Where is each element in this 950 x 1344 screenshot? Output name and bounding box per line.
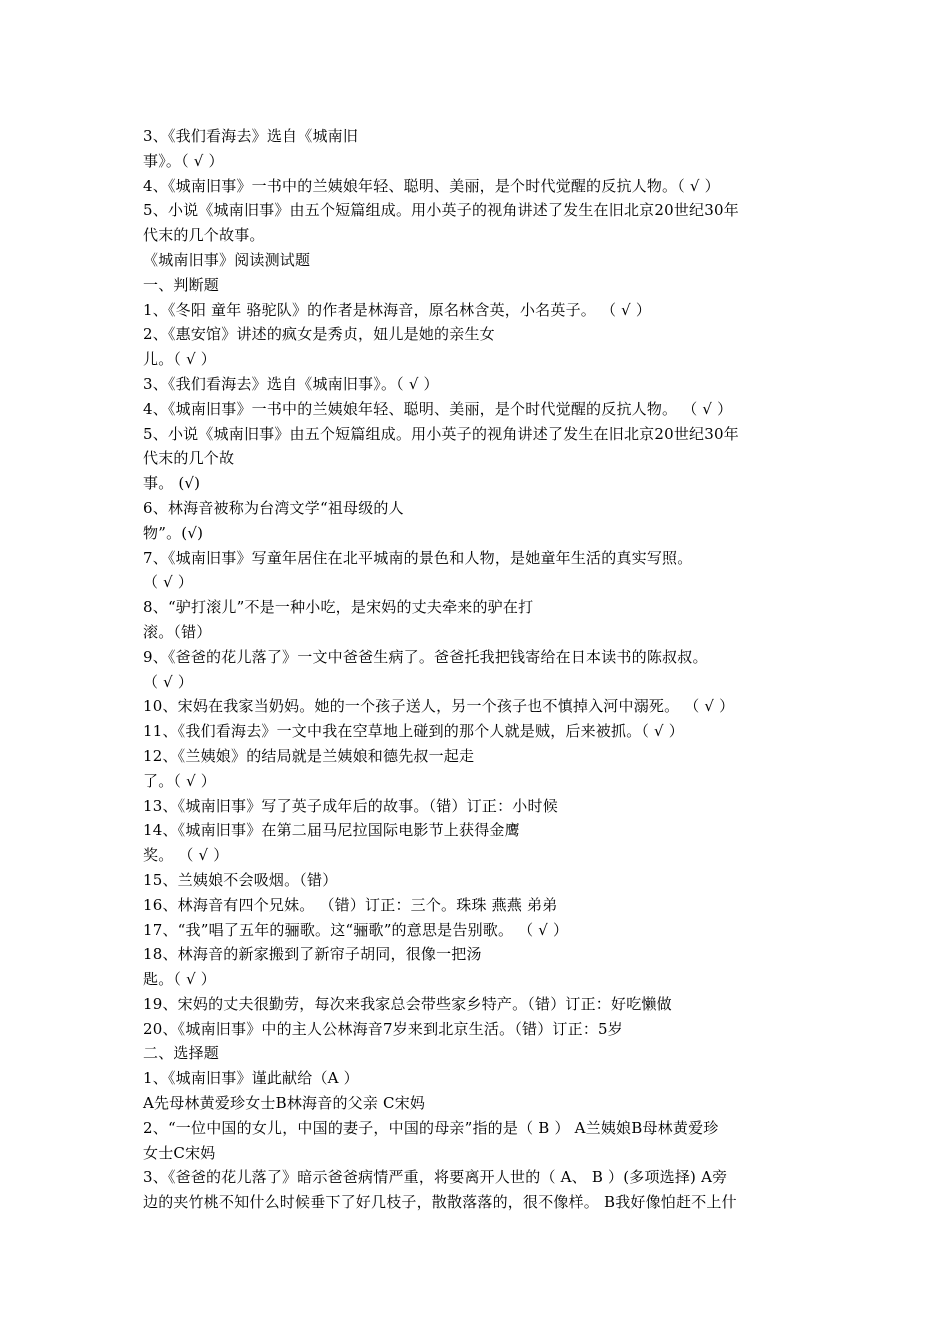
text-line: （ √ ）	[143, 672, 194, 691]
text-line: 女士C宋妈	[143, 1143, 216, 1162]
text-line: 12、《兰姨娘》的结局就是兰姨娘和德先叔一起走	[143, 746, 475, 765]
text-line: 8、“驴打滚儿”不是一种小吃，是宋妈的丈夫牵来的驴在打	[143, 598, 534, 617]
text-line: 匙。（ √ ）	[143, 970, 216, 989]
text-line: 物”。(√)	[143, 523, 204, 542]
text-line: 边的夹竹桃不知什么时候垂下了好几枝子，散散落落的，很不像样。 B我好像怕赶不上什	[143, 1193, 737, 1212]
text-line: 滚。（错）	[143, 622, 212, 641]
text-line: 2、《惠安馆》讲述的疯女是秀贞，妞儿是她的亲生女	[143, 325, 495, 344]
text-line: 9、《爸爸的花儿落了》一文中爸爸生病了。爸爸托我把钱寄给在日本读书的陈叔叔。	[143, 647, 708, 666]
text-line: 3、《我们看海去》选自《城南旧	[143, 127, 359, 145]
text-line: 代末的几个故	[143, 449, 235, 468]
text-line: 儿。（ √ ）	[143, 350, 216, 369]
text-line: 事。 (√)	[143, 474, 201, 493]
text-line: 18、林海音的新家搬到了新帘子胡同，很像一把汤	[143, 945, 482, 964]
section-heading: 一、判断题	[143, 275, 220, 294]
text-line: 代末的几个故事。	[143, 226, 265, 245]
text-line: 14、《城南旧事》在第二届马尼拉国际电影节上获得金鹰	[143, 821, 520, 840]
text-line: 事》。（ √ ）	[143, 151, 224, 170]
text-line: 2、“一位中国的女儿，中国的妻子，中国的母亲”指的是（ B ） A兰姨娘B母林黄爱珍	[143, 1118, 719, 1137]
text-line: 20、《城南旧事》中的主人公林海音7岁来到北京生活。（错）订正：5岁	[143, 1019, 623, 1038]
section-heading: 二、选择题	[143, 1044, 220, 1063]
text-line: 1、《冬阳 童年 骆驼队》的作者是林海音，原名林含英，小名英子。 （ √ ）	[143, 300, 652, 319]
text-line: 4、《城南旧事》一书中的兰姨娘年轻、聪明、美丽，是个时代觉醒的反抗人物。 （ √ ）	[143, 399, 733, 418]
text-line: 16、林海音有四个兄妹。 （错）订正：三个。珠珠 燕燕 弟弟	[143, 895, 558, 914]
text-line: 13、《城南旧事》写了英子成年后的故事。（错）订正：小时候	[143, 796, 558, 815]
text-line: 15、兰姨娘不会吸烟。（错）	[143, 870, 338, 889]
text-line: 11、《我们看海去》一文中我在空草地上碰到的那个人就是贼，后来被抓。（ √ ）	[143, 722, 684, 741]
text-line: 17、“我”唱了五年的骊歌。这“骊歌”的意思是告别歌。 （ √ ）	[143, 920, 569, 939]
document-body	[143, 124, 813, 1215]
text-line: 19、宋妈的丈夫很勤劳，每次来我家总会带些家乡特产。（错）订正：好吃懒做	[143, 994, 672, 1013]
text-line: A先母林黄爱珍女士B林海音的父亲 C宋妈	[143, 1094, 426, 1113]
section-title: 《城南旧事》阅读测试题	[143, 250, 311, 269]
text-line: 1、《城南旧事》谨此献给（A ）	[143, 1069, 359, 1088]
text-line: 奖。 （ √ ）	[143, 846, 229, 865]
text-line: 6、林海音被称为台湾文学“祖母级的人	[143, 498, 404, 517]
text-line: 5、小说《城南旧事》由五个短篇组成。用小英子的视角讲述了发生在旧北京20世纪30年	[143, 424, 739, 443]
text-line: 10、宋妈在我家当奶妈。她的一个孩子送人，另一个孩子也不慎掉入河中溺死。 （ √ ）	[143, 697, 735, 716]
text-line: （ √ ）	[143, 573, 194, 592]
text-line: 4、《城南旧事》一书中的兰姨娘年轻、聪明、美丽，是个时代觉醒的反抗人物。（ √ ）	[143, 176, 720, 195]
text-line: 3、《爸爸的花儿落了》暗示爸爸病情严重，将要离开人世的（ A、 B ）(多项选择) A旁	[143, 1168, 728, 1187]
text-line: 了。（ √ ）	[143, 771, 216, 790]
text-line: 3、《我们看海去》选自《城南旧事》。（ √ ）	[143, 374, 439, 393]
text-line: 5、小说《城南旧事》由五个短篇组成。用小英子的视角讲述了发生在旧北京20世纪30年	[143, 201, 739, 220]
text-line: 7、《城南旧事》写童年居住在北平城南的景色和人物，是她童年生活的真实写照。	[143, 548, 693, 567]
